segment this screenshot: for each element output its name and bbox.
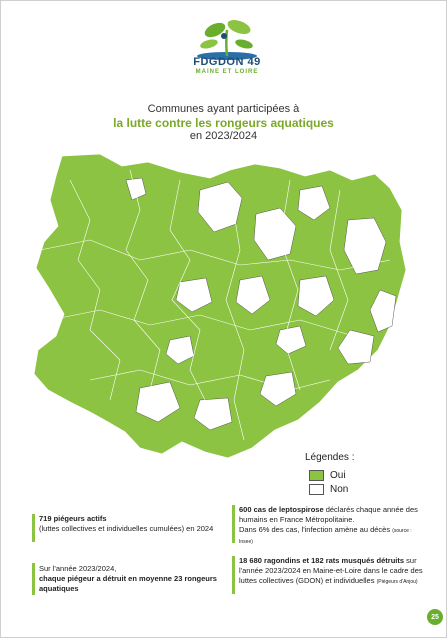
fact-2-bold: chaque piégeur a détruit en moyenne 23 rongeurs aquatiques xyxy=(39,574,217,593)
department-map xyxy=(30,150,430,470)
fact-4 xyxy=(239,556,424,587)
legend-swatch-oui xyxy=(309,470,324,481)
fact-1-bar xyxy=(32,514,35,542)
fact-1-rest: (luttes collectives et individuelles cumulées) en 2024 xyxy=(39,524,214,533)
logo-name: FDGDON 49 xyxy=(193,56,261,68)
legend-title: Légendes : xyxy=(305,452,355,463)
fact-3-bar xyxy=(232,505,235,543)
title-line-3: en 2023/2024 xyxy=(189,130,258,142)
legend-label-oui: Oui xyxy=(330,470,346,481)
fact-1-bold: 719 piégeurs actifs xyxy=(39,514,107,523)
fact-4-bar xyxy=(232,556,235,594)
plant-logo-icon xyxy=(182,16,272,60)
fact-1 xyxy=(39,514,224,534)
fact-4-bold: 18 680 ragondins et 182 rats musqués détruits xyxy=(239,556,405,565)
fact-4-source: (Piégeurs d'Anjou) xyxy=(376,579,418,585)
fact-3-bold: 600 cas de leptospirose xyxy=(239,505,324,514)
fact-3-source: (source : Insee) xyxy=(239,528,412,545)
fact-3 xyxy=(239,505,424,547)
fact-2-bar xyxy=(32,563,35,595)
legend-item-non xyxy=(309,484,348,495)
legend-label-non: Non xyxy=(330,484,349,495)
fact-3-rest: déclarés chaque année des humains en France Métropolitaine. xyxy=(239,505,418,524)
fact-3-extra: Dans 6% des cas, l'infection amène au décès xyxy=(239,525,391,534)
page-number-badge: 25 xyxy=(427,609,443,625)
legend-swatch-non xyxy=(309,484,324,495)
title-line-2: la lutte contre les rongeurs aquatiques xyxy=(113,116,334,130)
fdgdon-logo xyxy=(182,16,272,78)
fact-2-plain: Sur l'année 2023/2024, xyxy=(39,564,117,573)
title-line-1: Communes ayant participées à xyxy=(147,103,300,115)
legend-item-oui xyxy=(309,470,346,481)
logo-subtitle: MAINE ET LOIRE xyxy=(195,69,259,75)
fact-2 xyxy=(39,564,224,594)
fact-4-rest: sur l'année 2023/2024 en Maine-et-Loire dans le cadre des luttes collectives (GDON) et individuelles xyxy=(239,556,423,585)
